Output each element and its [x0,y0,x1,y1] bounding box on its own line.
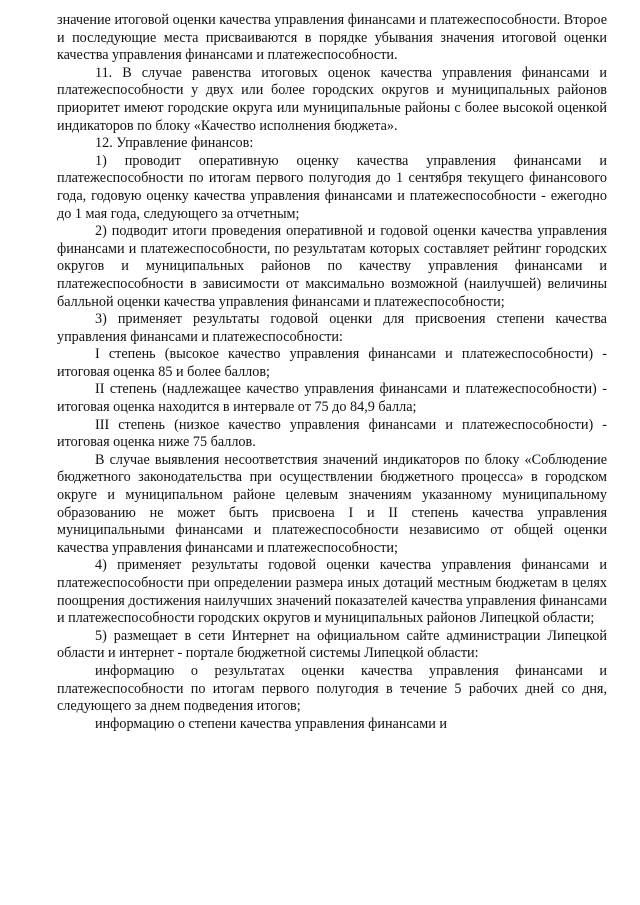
paragraph-mismatch-rule: В случае выявления несоответствия значений индикаторов по блоку «Соблюдение бюджетного законодательства при осуществлении бюджетного процесса» в городском округе и муниципальном районе целевым значениям указанному муниципальному образованию не может быть присвоена I и II степень качества управления муниципальными финансами и платежеспособности независимо от общей оценки качества управления финансами и платежеспособности; [57,451,607,556]
paragraph-subitem-5: 5) размещает в сети Интернет на официальном сайте администрации Липецкой области и интернет - портале бюджетной системы Липецкой области: [57,627,607,662]
paragraph-subitem-3: 3) применяет результаты годовой оценки для присвоения степени качества управления финансами и платежеспособности: [57,311,607,345]
paragraph-degree-1: I степень (высокое качество управления финансами и платежеспособности) - итоговая оценка 85 и более баллов; [57,346,607,380]
paragraph-degree-2: II степень (надлежащее качество управления финансами и платежеспособности) - итоговая оценка находится в интервале от 75 до 84,9 балла; [57,381,607,416]
paragraph-subitem-1: 1) проводит оперативную оценку качества управления финансами и платежеспособности по итогам первого полугодия до 1 сентября текущего финансового года, годовую оценку качества управления финансами и платежеспособности - ежегодно до 1 мая года, следующего за отчетным; [57,152,607,222]
paragraph-continuation: значение итоговой оценки качества управления финансами и платежеспособности. Второе и последующие места присваиваются в порядке убывания значения итоговой оценки качества управления финансами и платежеспособности. [57,12,607,64]
paragraph-info-degree: информацию о степени качества управления финансами и [95,715,447,732]
paragraph-degree-3: III степень (низкое качество управления финансами и платежеспособности) - итоговая оценка ниже 75 баллов. [57,416,607,451]
paragraph-item-11: 11. В случае равенства итоговых оценок качества управления финансами и платежеспособности у двух или более городских округов и муниципальных районов приоритет имеют городские округа или муниципальные районы с более высокой оценкой индикаторов по блоку «Качество исполнения бюджета». [57,64,607,134]
paragraph-subitem-2: 2) подводит итоги проведения оперативной и годовой оценки качества управления финансами и платежеспособности, по результатам которых составляет рейтинг городских округов и муниципальных районов по качеству управления финансами и платежеспособности в зависимости от максимально возможной (наилучшей) величины балльной оценки качества управления финансами и платежеспособности; [57,223,607,310]
paragraph-info-results: информацию о результатах оценки качества управления финансами и платежеспособности по итогам первого полугодия в течение 5 рабочих дней со дня, следующего за днем подведения итогов; [57,662,607,715]
paragraph-subitem-4: 4) применяет результаты годовой оценки качества управления финансами и платежеспособности при определении размера иных дотаций местным бюджетам в целях поощрения достижения наилучших значений показателей качества управления финансами и платежеспособности городских округов и муниципальных районов Липецкой области; [57,557,607,627]
paragraph-item-12-heading: 12. Управление финансов: [95,135,254,152]
document-page [57,12,607,733]
